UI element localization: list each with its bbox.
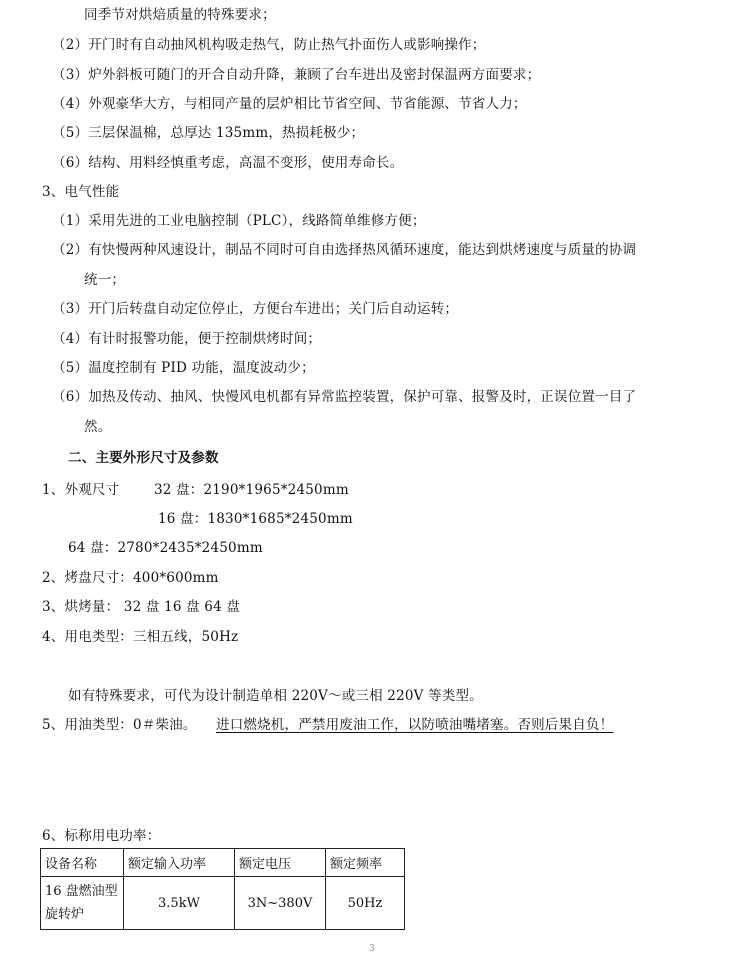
list-item: （5）三层保温棉，总厚达 135mm，热损耗极少； — [52, 125, 365, 141]
warning-text: 进口燃烧机，严禁用废油工作，以防喷油嘴堵塞。否则后果自负！ — [216, 717, 614, 733]
list-item: （6）结构、用料经慎重考虑，高温不变形，使用寿命长。 — [52, 155, 404, 171]
list-item: （2）有快慢两种风速设计，制品不同时可自由选择热风循环速度，能达到烘烤速度与质量的协调 — [52, 242, 637, 258]
param-line: 4、用电类型：三相五线，50Hz — [42, 629, 239, 645]
param-label: 1、外观尺寸 — [42, 482, 120, 498]
list-item: （4）有计时报警功能，便于控制烘烤时间； — [52, 331, 322, 347]
param-value: 32 盘：2190*1965*2450mm — [154, 482, 349, 498]
param-value: 16 盘：1830*1685*2450mm — [158, 511, 353, 527]
table-cell: 16 盘燃油型旋转炉 — [41, 877, 124, 930]
list-item-continuation: 然。 — [84, 419, 112, 435]
table-cell: 3N~380V — [235, 877, 326, 930]
section-title: 二、主要外形尺寸及参数 — [68, 450, 219, 466]
power-table — [40, 848, 405, 930]
list-item: （2）开门时有自动抽风机构吸走热气，防止热气扑面伤人或影响操作； — [52, 37, 486, 53]
text-line: 同季节对烘焙质量的特殊要求； — [84, 7, 276, 23]
list-item: （3）炉外斜板可随门的开合自动升降，兼顾了台车进出及密封保温两方面要求； — [52, 67, 541, 83]
list-item: （6）加热及传动、抽风、快慢风电机都有异常监控装置，保护可靠、报警及时，正误位置一目了 — [52, 389, 637, 405]
table-header-cell: 额定输入功率 — [124, 849, 235, 877]
param-line: 2、烤盘尺寸：400*600mm — [42, 570, 219, 586]
table-header-cell: 额定频率 — [326, 849, 405, 877]
param-line: 3、烘烤量： 32 盘 16 盘 64 盘 — [42, 599, 241, 615]
param-value: 64 盘：2780*2435*2450mm — [68, 540, 263, 556]
table-header-row — [41, 849, 405, 877]
note-line: 如有特殊要求，可代为设计制造单相 220V～或三相 220V 等类型。 — [68, 688, 483, 704]
table-cell: 3.5kW — [124, 877, 235, 930]
list-item: （5）温度控制有 PID 功能，温度波动少； — [52, 360, 315, 376]
list-item-continuation: 统一； — [84, 272, 126, 288]
section-heading: 3、电气性能 — [42, 184, 120, 200]
page-number: 3 — [369, 944, 375, 954]
table-header-cell: 额定电压 — [235, 849, 326, 877]
table-cell: 50Hz — [326, 877, 405, 930]
table-header-cell: 设备名称 — [41, 849, 124, 877]
table-row — [41, 877, 405, 930]
param-label: 5、用油类型：0＃柴油。 — [42, 717, 197, 733]
list-item: （4）外观豪华大方，与相同产量的层炉相比节省空间、节省能源、节省人力； — [52, 96, 527, 112]
list-item: （1）采用先进的工业电脑控制（PLC），线路简单维修方便； — [52, 213, 426, 229]
param-label: 6、标称用电功率： — [42, 828, 161, 844]
list-item: （3）开门后转盘自动定位停止，方便台车进出；关门后自动运转； — [52, 301, 459, 317]
